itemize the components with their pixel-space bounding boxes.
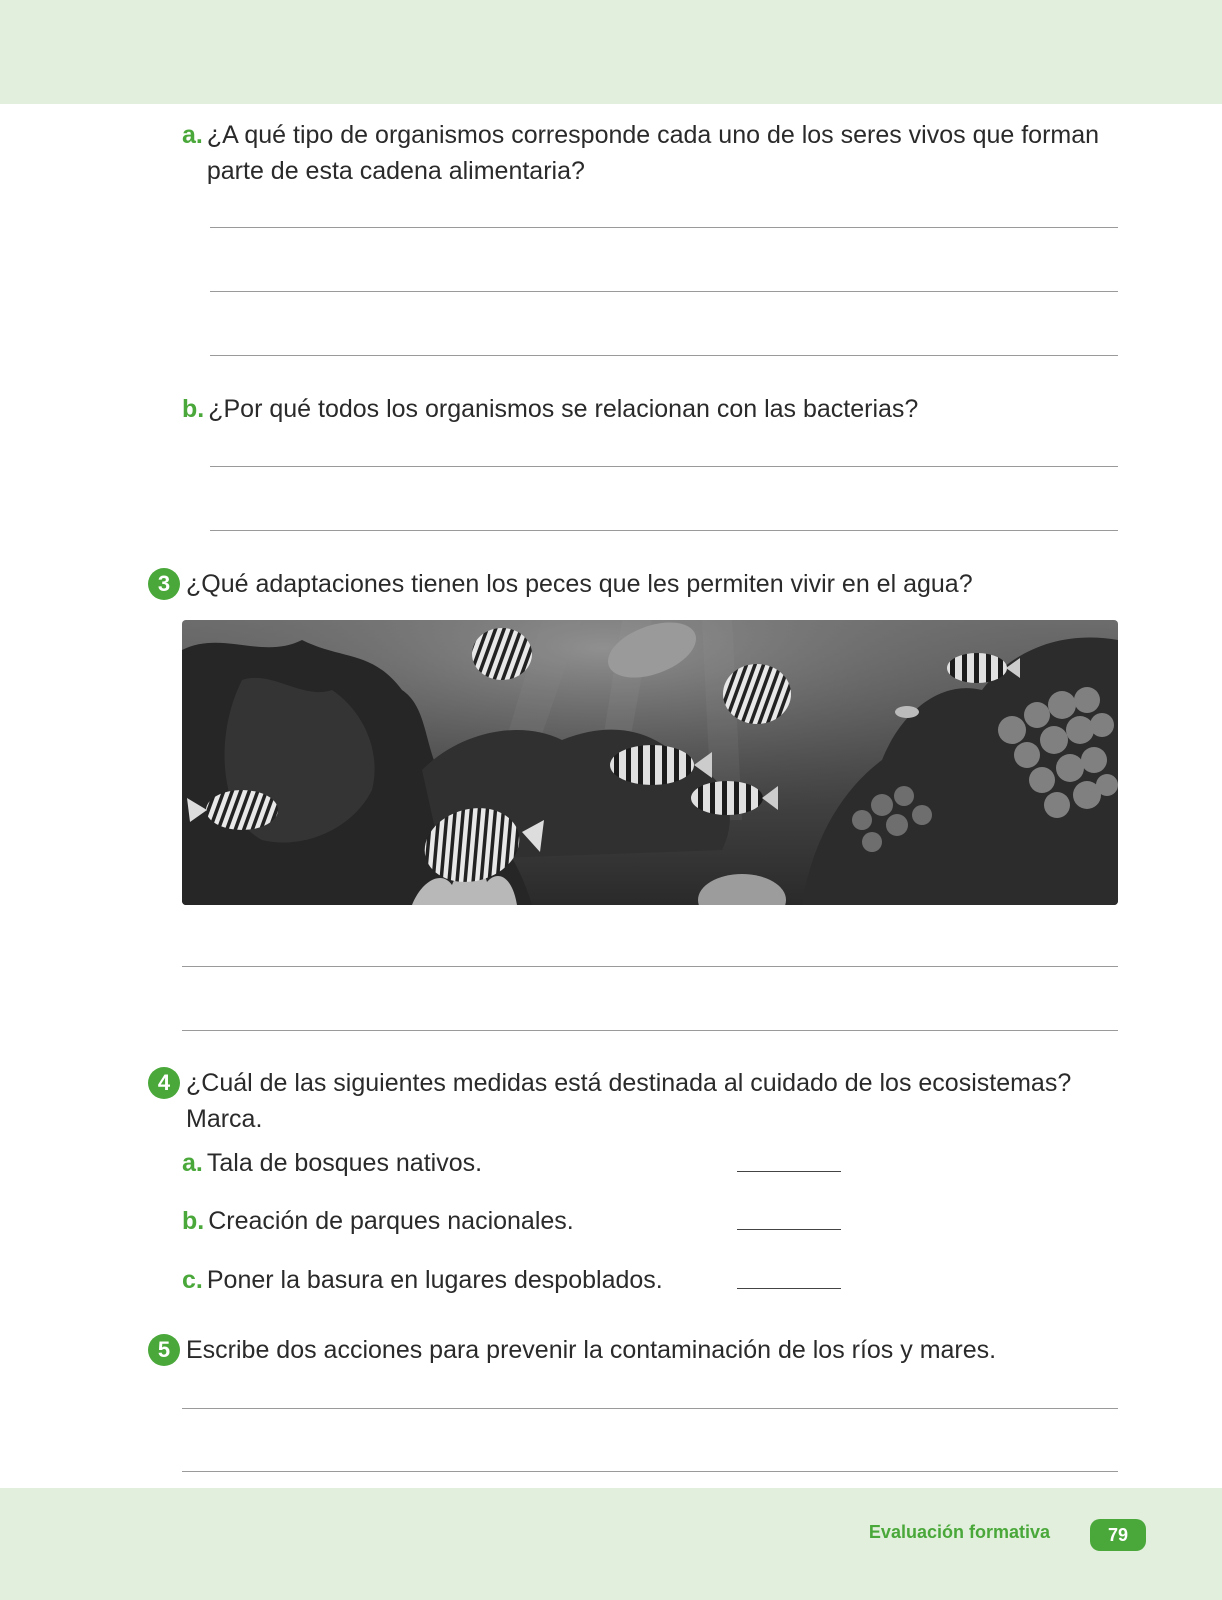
- answer-line[interactable]: [182, 1408, 1118, 1409]
- answer-line[interactable]: [210, 291, 1118, 292]
- reef-fish-photo: [182, 620, 1118, 905]
- option-text: Tala de bosques nativos.: [206, 1149, 483, 1177]
- option-b: [182, 1203, 574, 1239]
- question-2a: [182, 117, 1112, 189]
- option-a: [182, 1145, 482, 1181]
- answer-line[interactable]: [210, 355, 1118, 356]
- answer-line[interactable]: [210, 466, 1118, 467]
- option-letter: b.: [182, 1207, 205, 1235]
- option-text: Creación de parques nacionales.: [208, 1207, 574, 1235]
- answer-line[interactable]: [210, 530, 1118, 531]
- mark-line[interactable]: [737, 1288, 841, 1289]
- question-number-badge: 5: [148, 1334, 180, 1366]
- question-2b-text: ¿Por qué todos los organismos se relacionan con las bacterias?: [208, 395, 919, 423]
- section-label: Evaluación formativa: [868, 1522, 1050, 1542]
- bottom-band: [0, 1488, 1222, 1600]
- item-letter: b.: [182, 395, 205, 423]
- mark-line[interactable]: [737, 1171, 841, 1172]
- answer-line[interactable]: [182, 966, 1118, 967]
- page-number: 79: [1090, 1519, 1146, 1551]
- option-c: [182, 1262, 663, 1298]
- question-2a-text: ¿A qué tipo de organismos corresponde cada uno de los seres vivos que forman parte de esta cadena alimentaria?: [206, 121, 1100, 185]
- question-number-badge: 3: [148, 568, 180, 600]
- question-4-text: ¿Cuál de las siguientes medidas está destinada al cuidado de los ecosistemas? Marca.: [186, 1069, 1072, 1133]
- question-3-text: ¿Qué adaptaciones tienen los peces que les permiten vivir en el agua?: [186, 570, 973, 598]
- option-letter: c.: [182, 1266, 203, 1294]
- question-number-badge: 4: [148, 1067, 180, 1099]
- mark-line[interactable]: [737, 1229, 841, 1230]
- option-letter: a.: [182, 1149, 203, 1177]
- top-band: [0, 0, 1222, 104]
- option-text: Poner la basura en lugares despoblados.: [206, 1266, 663, 1294]
- answer-line[interactable]: [210, 227, 1118, 228]
- answer-line[interactable]: [182, 1471, 1118, 1472]
- question-5-text: Escribe dos acciones para prevenir la contaminación de los ríos y mares.: [186, 1336, 997, 1364]
- question-2b: [182, 391, 1112, 427]
- item-letter: a.: [182, 121, 203, 149]
- answer-line[interactable]: [182, 1030, 1118, 1031]
